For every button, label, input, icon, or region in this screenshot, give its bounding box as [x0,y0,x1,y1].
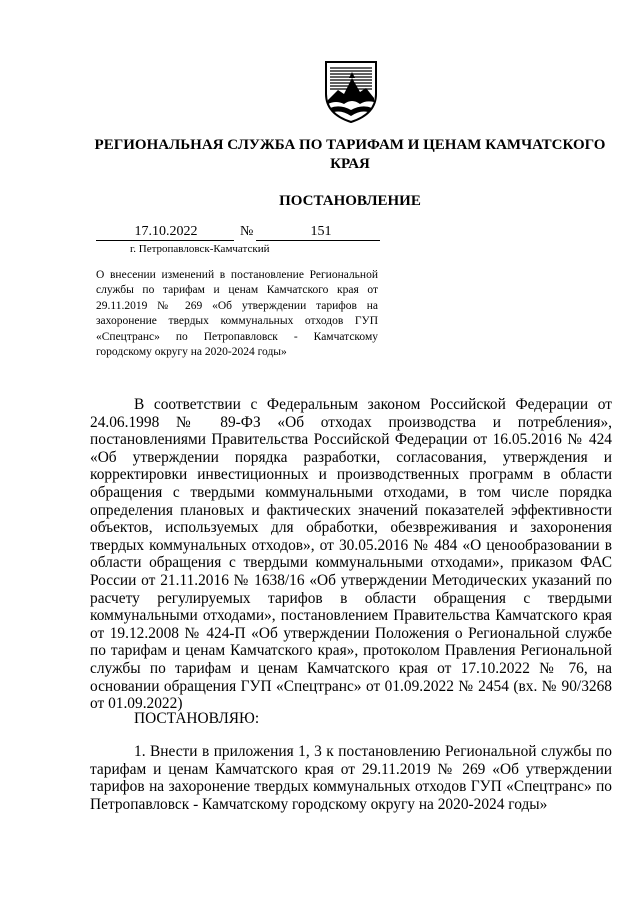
preamble-paragraph: В соответствии с Федеральным законом Российской Федерации от 24.06.1998 № 89-ФЗ «Об отходах производства и потребления», постановлениями Правительства Российской Федерации от 16.05.2016 № 424 «Об утверждении порядка разработки, согласования, утверждения и корректировки инвестиционных и производственных программ в области обращения с твердыми коммунальными отходами, в том числе порядка определения плановых и фактических значений показателей эффективности объектов, используемых для обработки, обезвреживания и захоронения твердых коммунальных отходов», от 30.05.2016 № 484 «О ценообразовании в области обращения с твердыми коммунальными отходами», приказом ФАС России от 21.11.2016 № 1638/16 «Об утверждении Методических указаний по расчету регулируемых тарифов в области обращения с твердыми коммунальными отходами», постановлением Правительства Камчатского края от 19.12.2008 № 424-П «Об утверждении Положения о Региональной службе по тарифам и ценам Камчатского края», протоколом Правления Региональной службы по тарифам и ценам Камчатского края от 17.10.2022 № 76, на основании обращения ГУП «Спецтранс» от 01.09.2022 № 2454 (вх. № 90/3268 от 01.09.2022) [90,396,612,713]
organization-title: РЕГИОНАЛЬНАЯ СЛУЖБА ПО ТАРИФАМ И ЦЕНАМ КАМЧАТСКОГО КРАЯ [94,137,606,172]
document-type-heading: ПОСТАНОВЛЕНИЕ [279,193,421,209]
clause-1-paragraph: 1. Внести в приложения 1, 3 к постановлению Региональной службы по тарифам и ценам Камчатского края от 29.11.2019 № 269 «Об утверждении тарифов на захоронение твердых коммунальных отходов ГУП «Спецтранс» по Петропавловск - Камчатскому городскому округу на 2020-2024 годы» [90,743,612,813]
decree-word: ПОСТАНОВЛЯЮ: [134,710,260,727]
number-sign: № [240,224,254,239]
date-underline [96,240,234,241]
document-subject: О внесении изменений в постановление Региональной службы по тарифам и ценам Камчатского края от 29.11.2019 № 269 «Об утверждении тарифов на захоронение твердых коммунальных отходов ГУП «Спецтранс» по Петропавловск - Камчатскому городскому округу на 2020-2024 годы» [96,269,378,359]
number-underline [256,240,380,241]
document-number: 151 [310,224,332,239]
kamchatka-coat-of-arms-icon [322,60,380,124]
document-date: 17.10.2022 [134,224,198,239]
issue-city: г. Петропавловск-Камчатский [130,243,270,255]
